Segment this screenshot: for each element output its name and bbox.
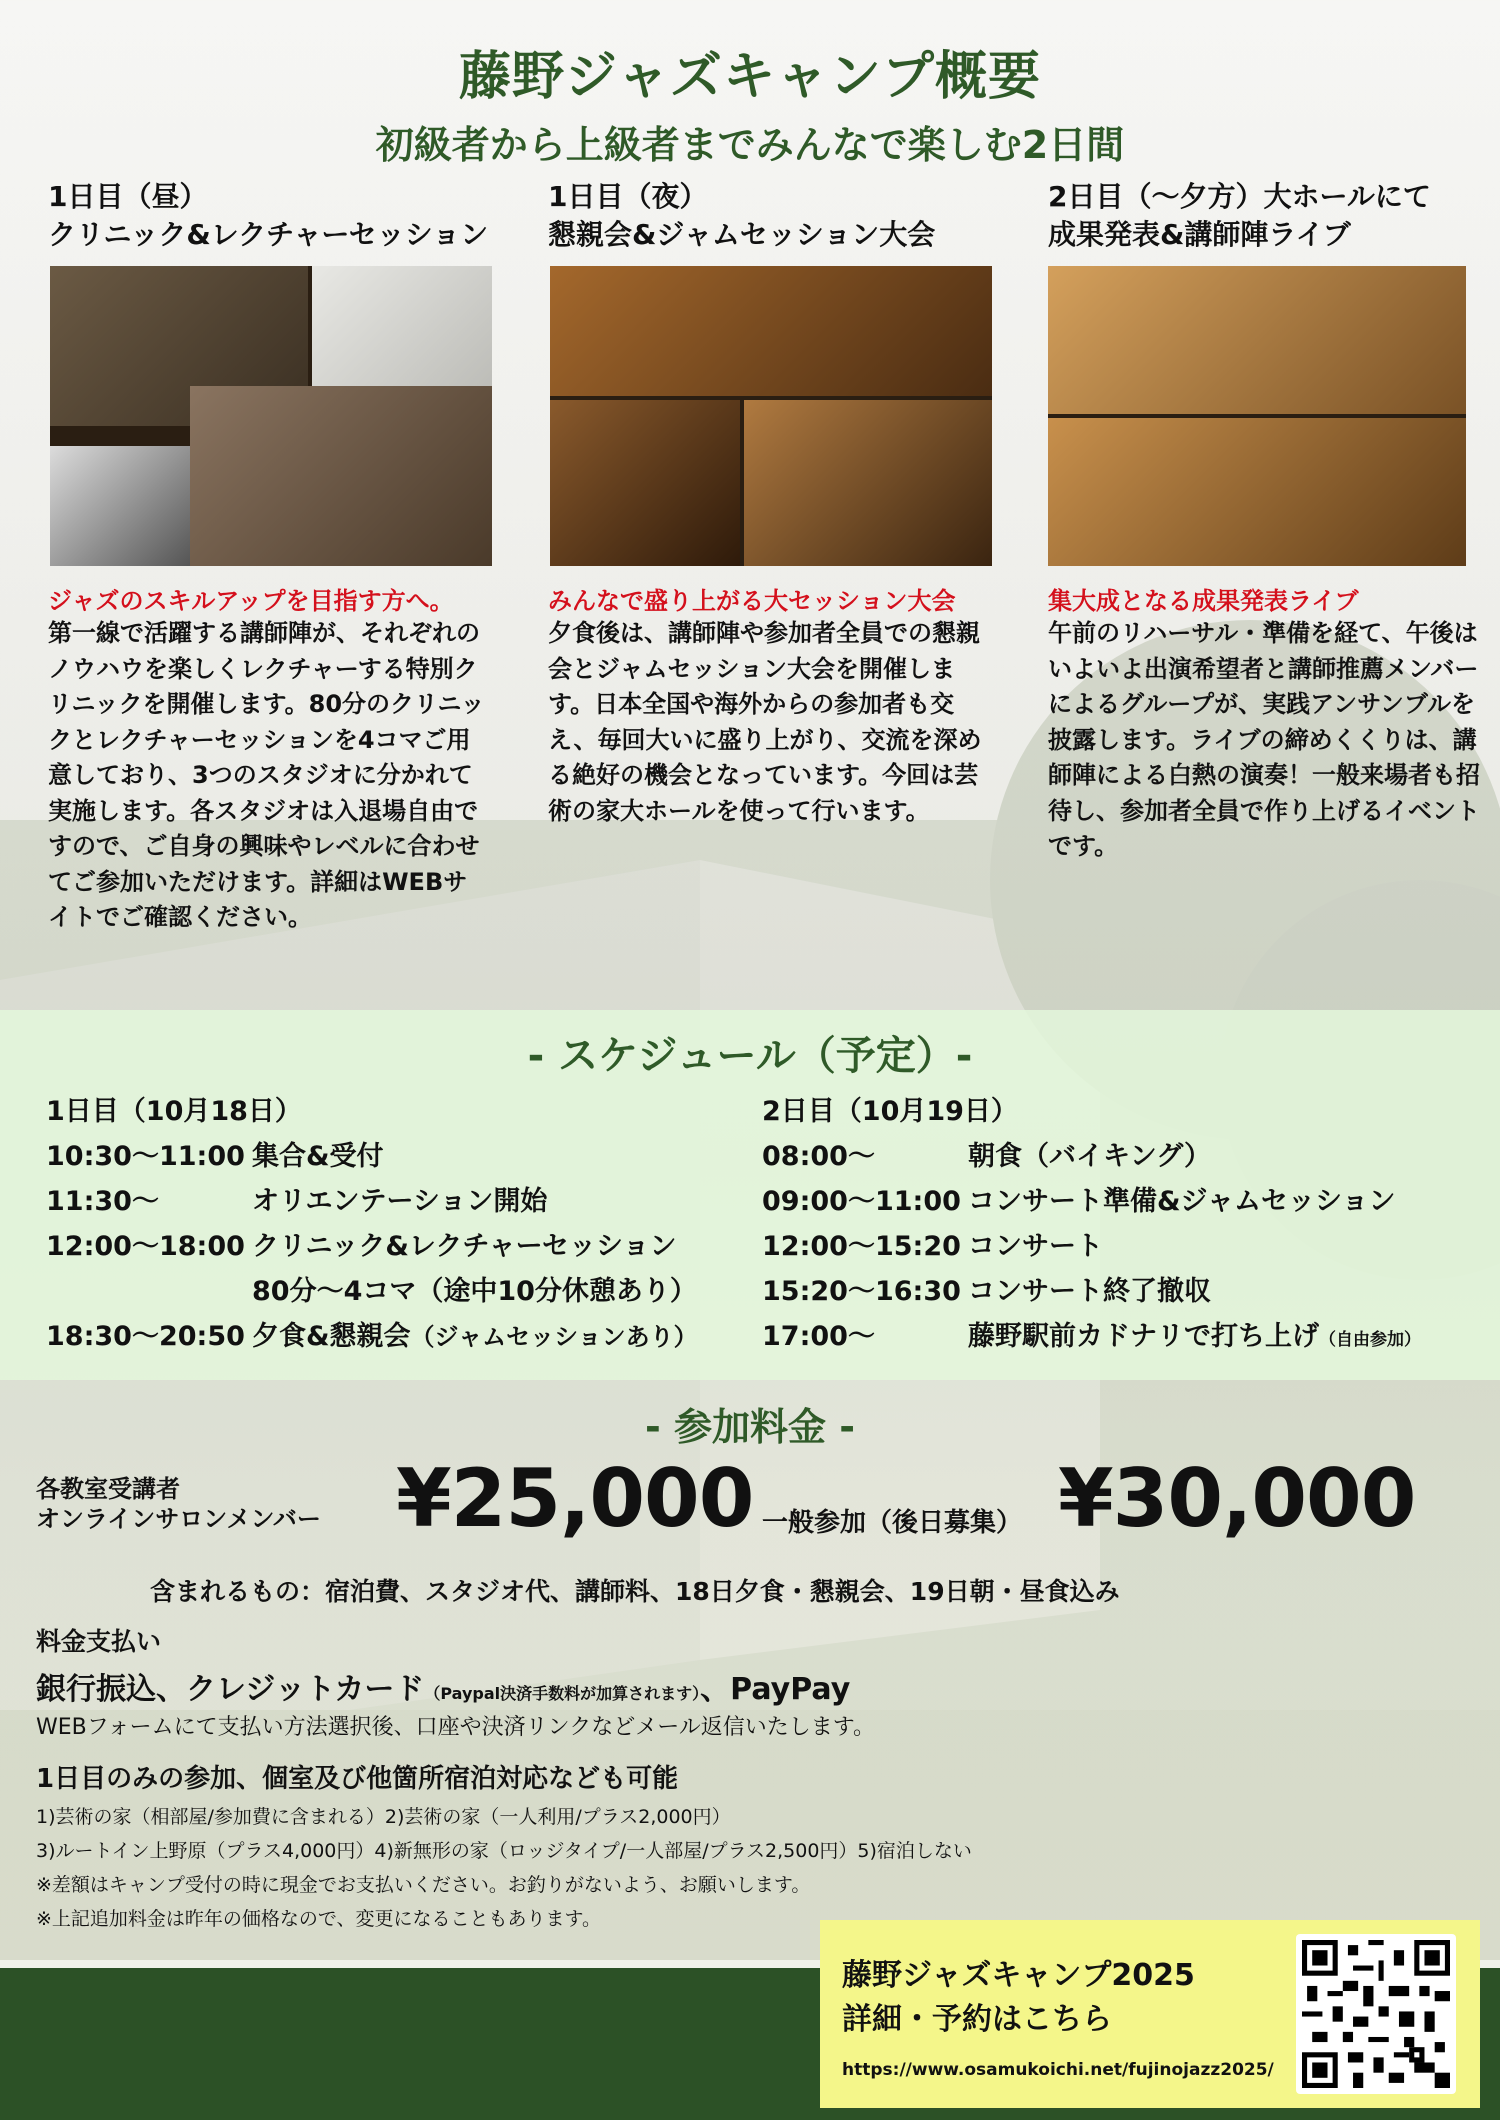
column-heading-line2: クリニック&レクチャーセッション (48, 218, 489, 251)
overview-column-day2 (1048, 178, 1500, 860)
qr-code-icon[interactable] (1296, 1934, 1456, 2094)
option-line: 3)ルートイン上野原（プラス4,000円）4)新無形の家（ロッジタイプ/一人部屋/プラス2,500円）5)宿泊しない (36, 1840, 972, 1862)
schedule-row: 10:30〜11:00 集合&受付 (46, 1141, 384, 1172)
schedule-title: - スケジュール（予定）- (527, 1033, 973, 1079)
fees-title: - 参加料金 - (644, 1405, 855, 1449)
column-body: 午前のリハーサル・準備を経て、午後はいよいよ出演希望者と講師推薦メンバーによるグループが、実践アンサンブルを披露します。ライブの締めくくりは、講師陣による白熱の演奏！一般来場者も招待し、参加者全員で作り上げるイベントです。 (1048, 619, 1480, 860)
schedule-row: 17:00〜 藤野駅前カドナリで打ち上げ（自由参加） (762, 1321, 1421, 1352)
schedule-day1 (46, 1090, 726, 1359)
schedule-day2 (762, 1090, 1482, 1359)
option-line: 1)芸術の家（相部屋/参加費に含まれる）2)芸術の家（一人利用/プラス2,000円） (36, 1806, 731, 1828)
general-price: ¥30,000 (1058, 1452, 1416, 1545)
schedule-row: 18:30〜20:50 夕食&懇親会（ジャムセッションあり） (46, 1321, 698, 1352)
reservation-box[interactable] (820, 1920, 1480, 2108)
schedule-row: 15:20〜16:30 コンサート終了撤収 (762, 1276, 1211, 1307)
fee-includes: 含まれるもの：宿泊費、スタジオ代、講師料、18日夕食・懇親会、19日朝・昼食込み (150, 1577, 1120, 1606)
general-label: 一般参加（後日募集） (762, 1508, 1023, 1538)
column-lead: ジャズのスキルアップを目指す方へ。 (48, 587, 454, 615)
column-lead: 集大成となる成果発表ライブ (1048, 587, 1359, 615)
schedule-row: 12:00〜15:20 コンサート (762, 1231, 1103, 1262)
option-line: ※上記追加料金は昨年の価格なので、変更になることもあります。 (36, 1908, 602, 1930)
options-title: 1日目のみの参加、個室及び他箇所宿泊対応なども可能 (36, 1764, 679, 1794)
column-heading-line2: 成果発表&講師陣ライブ (1048, 218, 1351, 251)
cta-title: 藤野ジャズキャンプ2025 (842, 1958, 1195, 1993)
concert-photo-collage (1048, 266, 1466, 566)
schedule-row: 80分〜4コマ（途中10分休憩あり） (252, 1276, 697, 1307)
column-heading-line1: 1日目（夜） (548, 180, 708, 213)
payment-label: 料金支払い (36, 1627, 162, 1656)
payment-note: WEBフォームにて支払い方法選択後、口座や決済リンクなどメール返信いたします。 (36, 1715, 876, 1740)
clinic-photo-collage (50, 266, 492, 566)
page-subtitle: 初級者から上級者までみんなで楽しむ2日間 (375, 123, 1125, 167)
column-heading-line1: 1日目（昼） (48, 180, 208, 213)
page-title: 藤野ジャズキャンプ概要 (459, 47, 1041, 107)
schedule-day-label: 2日目（10月19日） (762, 1096, 1018, 1127)
schedule-day-label: 1日目（10月18日） (46, 1096, 302, 1127)
payment-methods: 銀行振込、クレジットカード（Paypal決済手数料が加算されます）、PayPay (36, 1672, 851, 1707)
column-body: 第一線で活躍する講師陣が、それぞれのノウハウを楽しくレクチャーする特別クリニックを開催します。80分のクリニックとレクチャーセッションを4コマご用意しており、3つのスタジオに分かれて実施します。各スタジオは入退場自由ですので、ご自身の興味やレベルに合わせてご参加いただけます。詳細はWEBサイトでご確認ください。 (48, 619, 485, 931)
column-heading-line2: 懇親会&ジャムセッション大会 (548, 218, 936, 251)
reservation-link[interactable]: https://www.osamukoichi.net/fujinojazz2025/ (842, 2060, 1274, 2080)
column-body: 夕食後は、講師陣や参加者全員での懇親会とジャムセッション大会を開催します。日本全国や海外からの参加者も交え、毎回大いに盛り上がり、交流を深める絶好の機会となっています。今回は芸術の家大ホールを使って行います。 (548, 619, 982, 825)
schedule-row: 11:30〜 オリエンテーション開始 (46, 1186, 548, 1217)
overview-column-day1-night (548, 178, 1028, 825)
column-lead: みんなで盛り上がる大セッション大会 (548, 587, 956, 615)
jam-session-photo-collage (550, 266, 992, 566)
member-label: 各教室受講者 オンラインサロンメンバー (36, 1475, 321, 1533)
option-line: ※差額はキャンプ受付の時に現金でお支払いください。お釣りがないよう、お願いします。 (36, 1874, 811, 1896)
cta-subtitle: 詳細・予約はこちら (842, 2002, 1112, 2037)
schedule-row: 12:00〜18:00 クリニック&レクチャーセッション (46, 1231, 677, 1262)
column-heading-line1: 2日目（〜夕方）大ホールにて (1048, 180, 1431, 213)
schedule-row: 09:00〜11:00 コンサート準備&ジャムセッション (762, 1186, 1396, 1217)
member-price: ¥25,000 (396, 1452, 754, 1545)
overview-column-day1-day (48, 178, 528, 931)
schedule-row: 08:00〜 朝食（バイキング） (762, 1141, 1211, 1172)
